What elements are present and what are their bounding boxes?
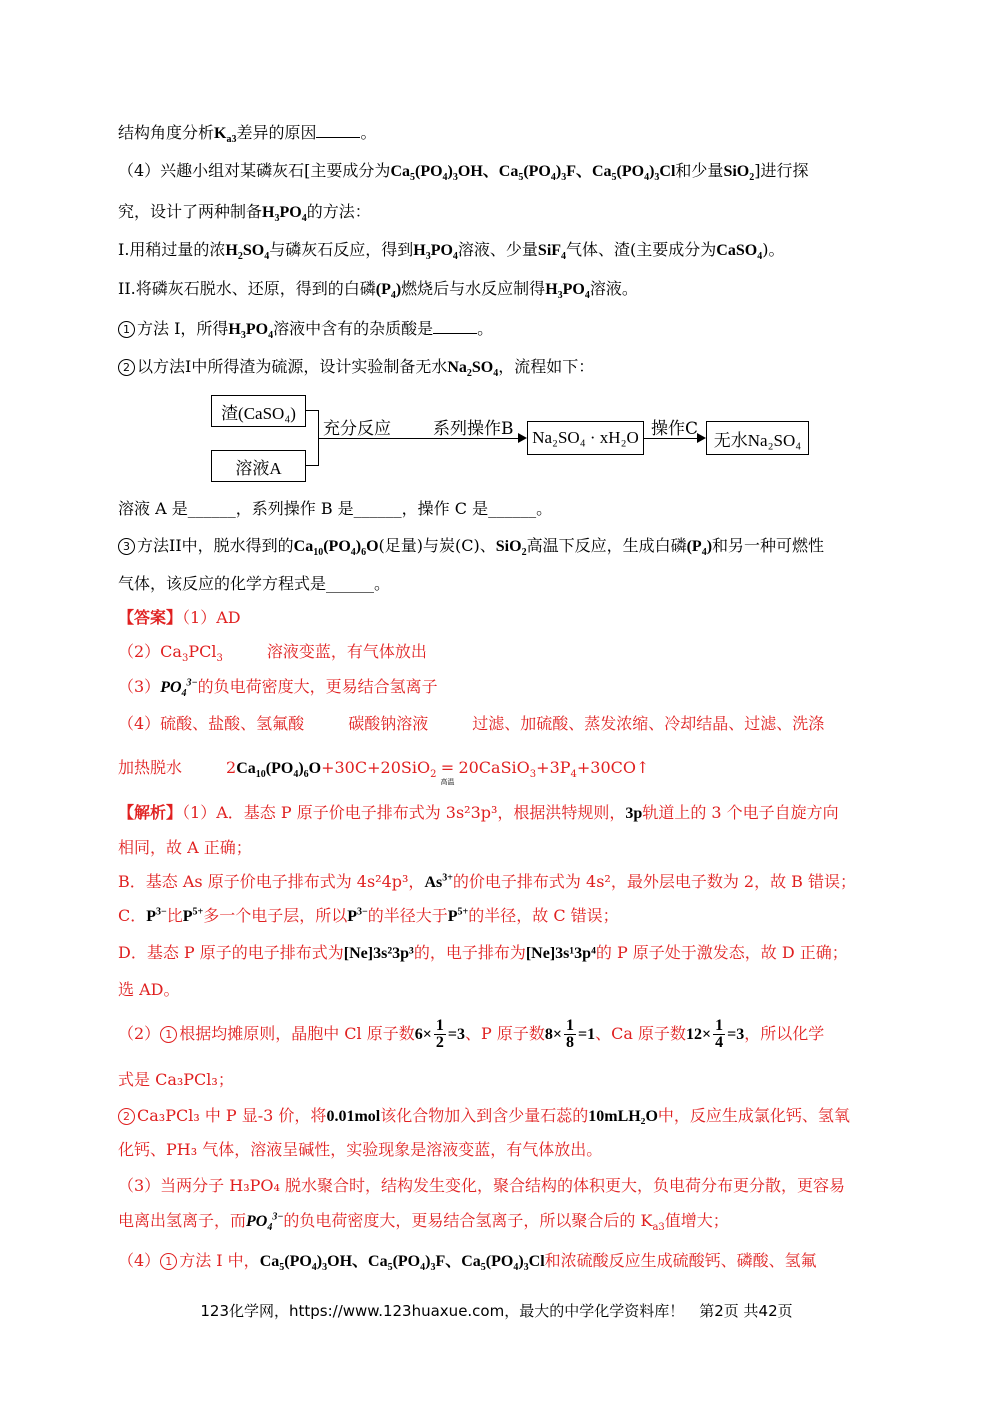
q-line-8: 溶液 A 是______，系列操作 B 是______，操作 C 是______。 — [118, 499, 553, 518]
circled-3-icon: 3 — [118, 538, 135, 555]
analysis-line-2: 相同，故 A 正确； — [118, 838, 252, 857]
flow-label-series-op: 系列操作B — [433, 419, 514, 439]
circled-2-icon: 2 — [118, 1108, 135, 1125]
analysis-line-10: 化钙、PH₃ 气体，溶液呈碱性，实验现象是溶液变蓝，有气体放出。 — [118, 1140, 603, 1159]
q-line-1: 结构角度分析$K_{a3}$差异的原因 。 — [118, 123, 377, 146]
q-line-2: （4）兴趣小组对某磷灰石[主要成分为$Ca_5(PO_4)_3OH$、$Ca_5(PO_4)_3F$、$Ca_5(PO_4)_3Cl$和少量SiO$_2$]进行探 — [118, 161, 809, 184]
flow-box-anhydrous: 无水Na₂SO₄ — [706, 421, 809, 455]
analysis-line-3: B．基态 As 原子价电子排布式为 4s²4p³，$As^{3+}$的价电子排布式为 4s²，最外层电子数为 2，故 B 错误； — [118, 872, 857, 891]
q-line-9: 3 方法II中，脱水得到的$Ca_{10}(PO_4)_6O$(足量)与炭(C)、SiO$_2$高温下反应，生成白磷$(P_4)$和另一种可燃性 — [118, 535, 824, 558]
answer-line-2: $(2)Ca_3PCl_3$ 溶液变蓝，有气体放出 — [118, 642, 427, 665]
answer-line-1: 【答案】（1）AD — [118, 608, 241, 627]
q-line-7: 2 以方法I中所得渣为硫源，设计实验制备无水$Na_2SO_4$，流程如下： — [118, 356, 594, 379]
flow-box-hydrate: Na₂SO₄ · xH₂O — [527, 421, 644, 455]
circled-1-icon: 1 — [160, 1026, 177, 1043]
q-line-3: 究，设计了两种制备$H_3PO_4$的方法： — [118, 202, 371, 225]
analysis-line-9: 2 Ca₃PCl₃ 中 P 显-3 价，将0.01mol该化合物加入到含少量石蕊的10mLH₂O中，反应生成氯化钙、氢氧 — [118, 1105, 850, 1128]
analysis-line-13: （4） 1 方法 I 中，$Ca_5(PO_4)_3OH$、$Ca_5(PO_4)_3F$、$Ca_5(PO_4)_3Cl$和浓硫酸反应生成硫酸钙、磷酸、氢氟 — [118, 1251, 817, 1274]
page-footer: 123化学网，https://www.123huaxue.com，最大的中学化学资料库！ 第2页 共42页 — [200, 1302, 793, 1320]
circled-1-icon: 1 — [118, 321, 135, 338]
analysis-line-11: （3）当两分子 H₃PO₄ 脱水聚合时，结构发生变化，聚合结构的体积更大，负电荷分布更分散，更容易 — [118, 1176, 846, 1195]
analysis-line-12: 电离出氢离子，而$PO_4^{3-}$的负电荷密度大，更易结合氢离子，所以聚合后的 $K_{a3}$值增大； — [118, 1211, 729, 1234]
flow-label-react: 充分反应 — [323, 419, 391, 439]
arrow-head-icon — [518, 433, 527, 443]
analysis-line-1: 【解析】（1）A．基态 P 原子价电子排布式为 3s²3p³，根据洪特规则，3p轨道上的 3 个电子自旋方向 — [118, 803, 839, 822]
circled-1-icon: 1 — [160, 1253, 177, 1270]
analysis-line-6: 选 AD。 — [118, 980, 180, 999]
flow-box-solution-a: 溶液A — [211, 450, 306, 482]
answer-line-4: （4）硫酸、盐酸、氢氟酸 碳酸钠溶液 过滤、加硫酸、蒸发浓缩、冷却结晶、过滤、洗涤 — [118, 714, 825, 733]
answer-line-5: 加热脱水 $2Ca_{10}(PO_4)_6O+30C+20SiO_2$ = 高温 $20CaSiO_3+3P_4+30CO↑$ — [118, 758, 650, 786]
q-line-4: I.用稍过量的浓$H_2SO_4$与磷灰石反应，得到$H_3PO_4$溶液、少量SiF$_4$气体、渣(主要成分为CaSO$_4$)。 — [118, 240, 785, 263]
circled-2-icon: 2 — [118, 359, 135, 376]
q-line-5: II.将磷灰石脱水、还原，得到的白磷$(P_4)$燃烧后与水反应制得$H_3PO_4$溶液。 — [118, 279, 638, 302]
flow-label-op-c: 操作C — [651, 419, 699, 439]
arrow-head-icon — [697, 433, 706, 443]
answer-line-3: $(3)PO_4^{3-}$的负电荷密度大，更易结合氢离子 — [118, 677, 438, 700]
analysis-line-4: C．$P^{3-}$比$P^{5+}$多一个电子层，所以$P^{3-}$的半径大于$P^{5+}$的半径，故 C 错误； — [118, 906, 619, 925]
q-line-6: 1 方法 I，所得$H_3PO_4$溶液中含有的杂质酸是 。 — [118, 318, 493, 341]
analysis-line-8: 式是 Ca₃PCl₃； — [118, 1070, 234, 1089]
analysis-line-5: D．基态 P 原子的电子排布式为[Ne]3s²3p³的，电子排布为[Ne]3s¹3p⁴的 P 原子处于激发态，故 D 正确； — [118, 943, 848, 962]
analysis-line-7: （2） 1 根据均摊原则，晶胞中 Cl 原子数6× $\frac{1}{2}$ =3、P 原子数8× $\frac{1}{8}$ =1、Ca 原子数12× $\frac{1}{4}$ =3，所以化学 — [118, 1017, 825, 1051]
flow-box-slag: 渣(CaSO₄) — [211, 395, 306, 427]
q-line-10: 气体，该反应的化学方程式是______。 — [118, 574, 391, 593]
